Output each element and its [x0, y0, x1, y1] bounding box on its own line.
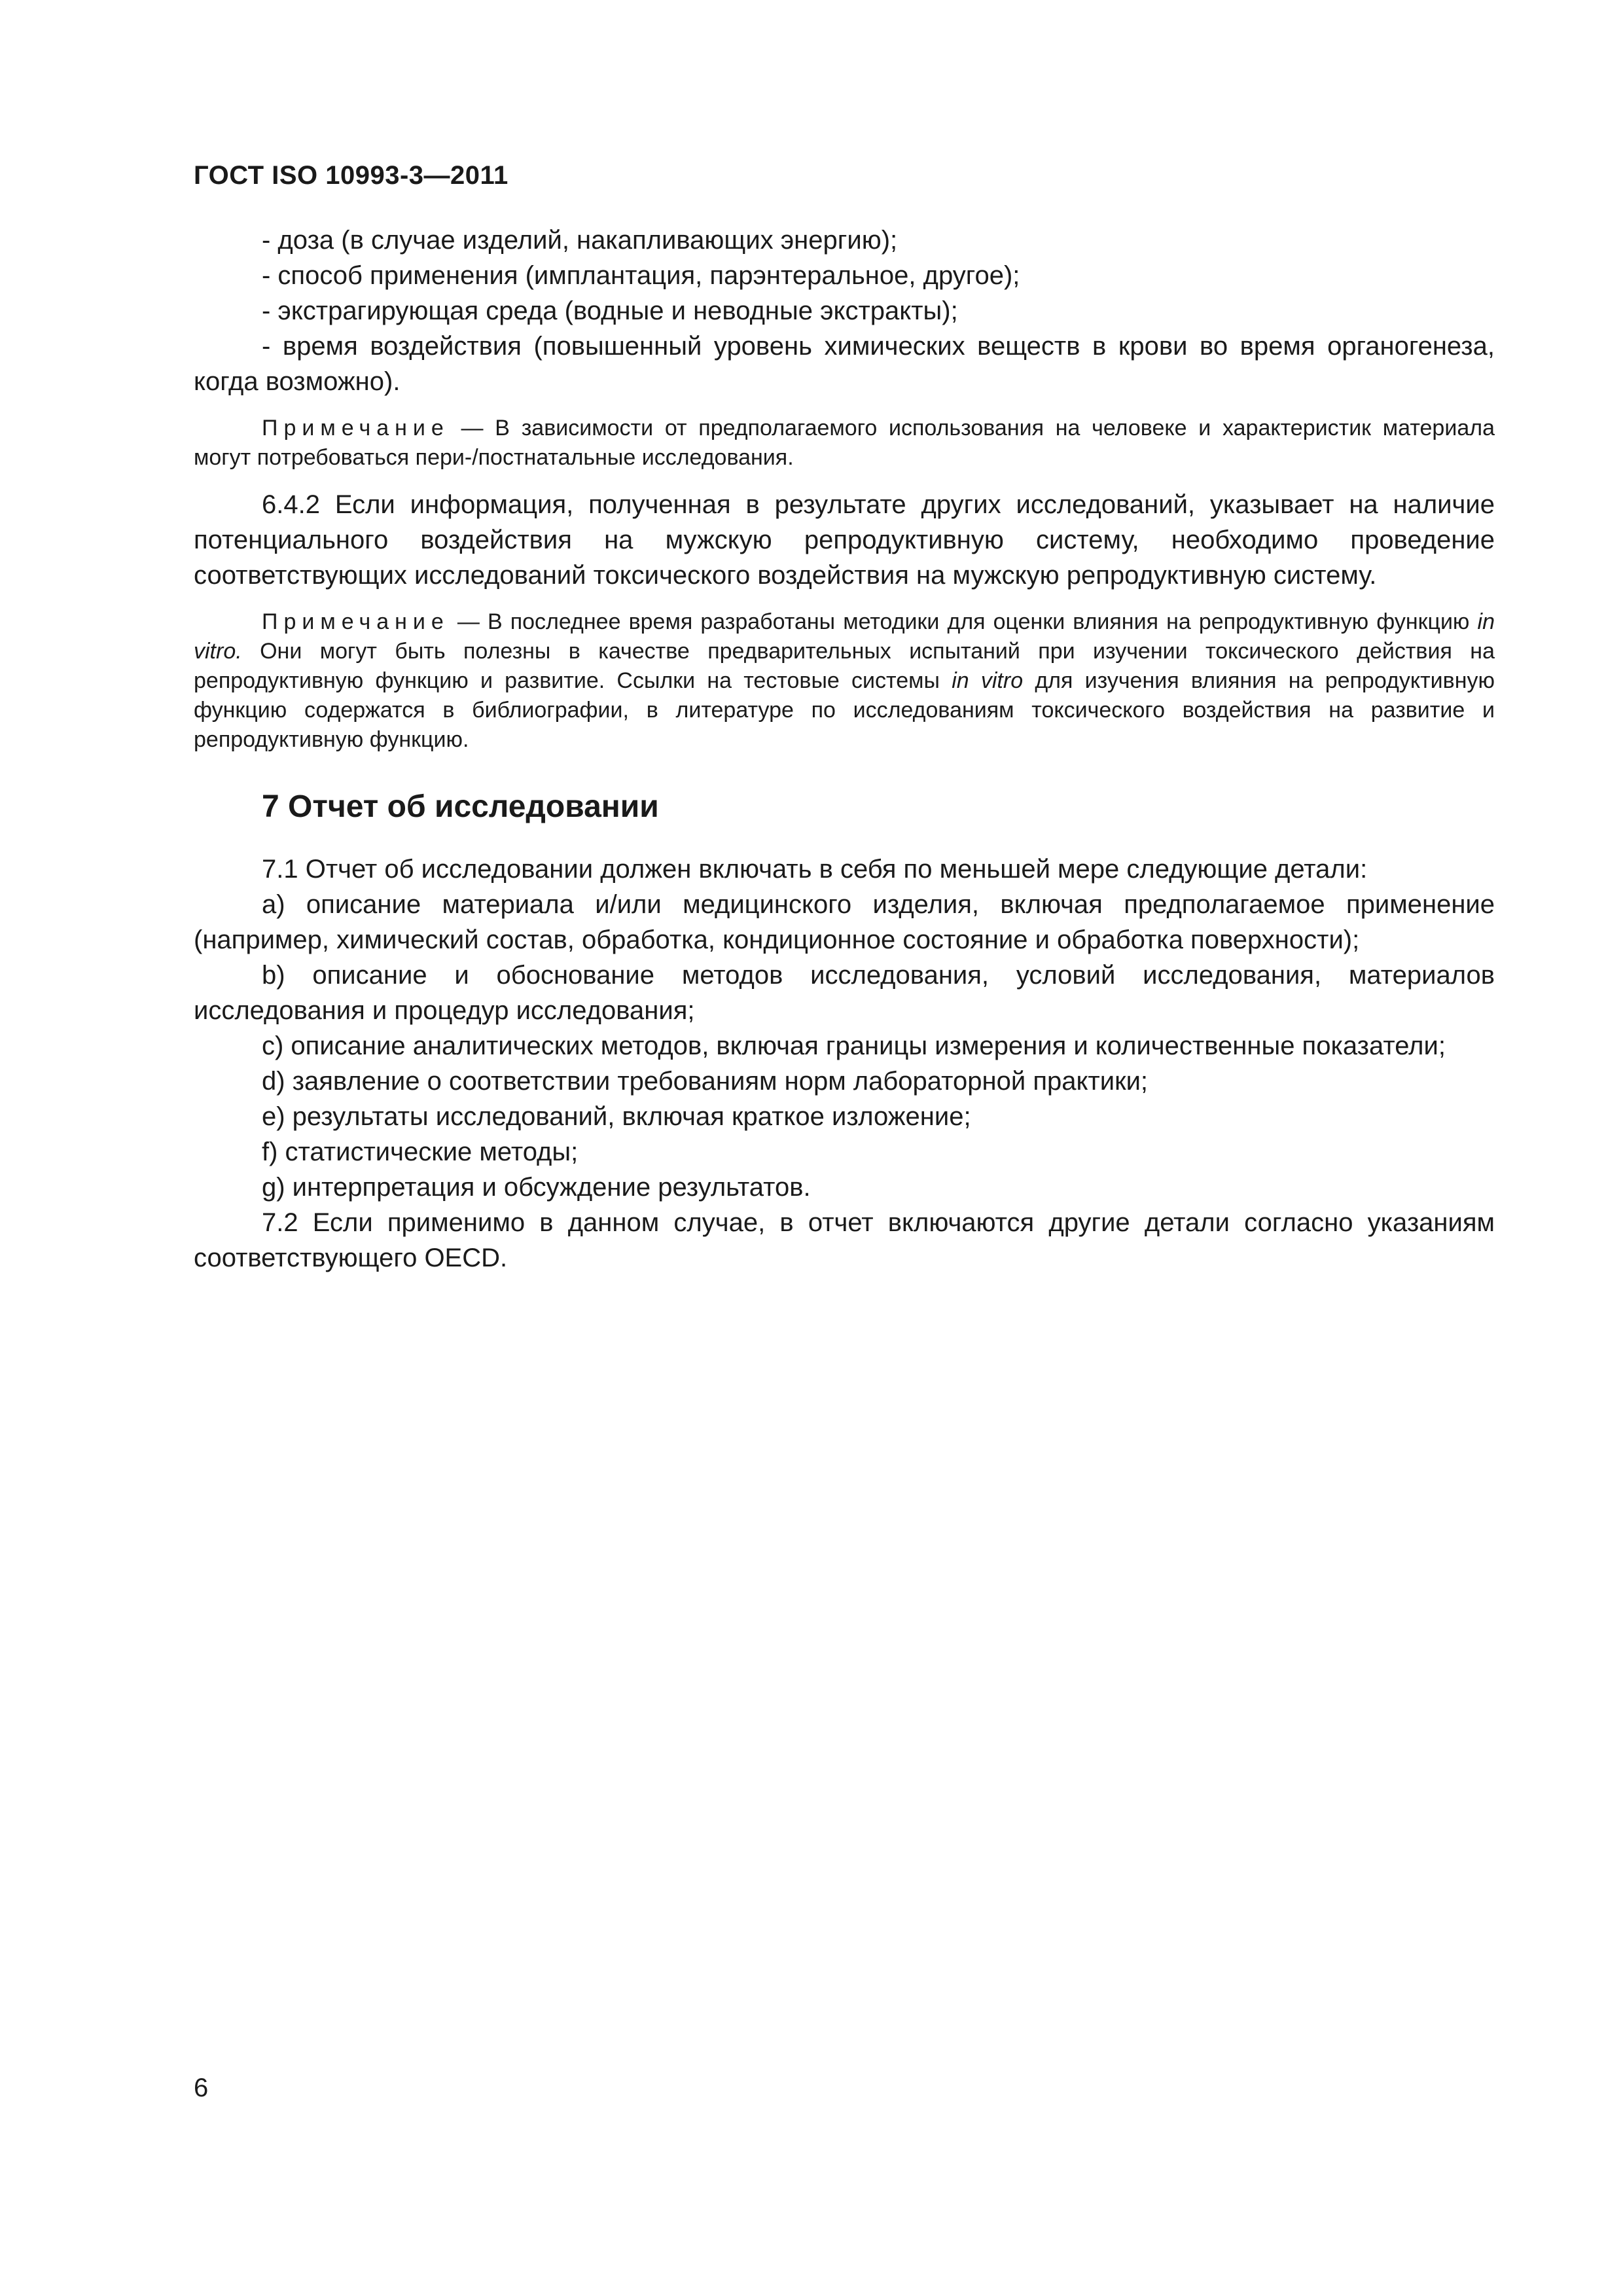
note-text: для изучения влияния на репродуктивную функцию содержатся в библиографии, в литературе по исследованиям токсического воздействия на развитие и репродуктивную функцию.	[194, 668, 1495, 752]
list-item: d) заявление о соответствии требованиям норм лабораторной практики;	[262, 1067, 1149, 1096]
list-item: f) статистические методы;	[262, 1138, 579, 1166]
page-number: 6	[194, 2073, 209, 2102]
list-item: - доза (в случае изделий, накапливающих энергию);	[262, 226, 898, 255]
list-item: - экстрагирующая среда (водные и неводные экстракты);	[262, 296, 958, 325]
document-header-code: ГОСТ ISO 10993-3—2011	[194, 161, 508, 190]
note-text: — В последнее время разработаны методики для оценки влияния на репродуктивную функцию	[449, 609, 1478, 634]
note-label: Примечание	[262, 609, 450, 634]
list-item: e) результаты исследований, включая краткое изложение;	[262, 1102, 971, 1131]
page-content	[194, 223, 1495, 1276]
list-item: a) описание материала и/или медицинского изделия, включая предполагаемое применение (например, химический состав, обработка, кондиционное состояние и обработка поверхности);	[194, 890, 1495, 954]
note-italic-term: in vitro	[952, 668, 1024, 693]
list-item: g) интерпретация и обсуждение результатов.	[262, 1173, 811, 1202]
list-item: - время воздействия (повышенный уровень химических веществ в крови во время органогенеза, когда возможно).	[194, 332, 1495, 396]
paragraph-6-4-2: 6.4.2 Если информация, полученная в результате других исследований, указывает на наличие потенциального воздействия на мужскую репродуктивную систему, необходимо проведение соответствующих исследований токсического воздействия на мужскую репродуктивную систему.	[194, 490, 1495, 590]
list-item: c) описание аналитических методов, включая границы измерения и количественные показатели;	[262, 1031, 1446, 1060]
list-item: - способ применения (имплантация, парэнтеральное, другое);	[262, 261, 1020, 290]
note-text: Они могут быть полезны в качестве предварительных испытаний при изучении токсического действия на репродуктивную функцию и развитие. Ссылки на тестовые системы	[194, 639, 1495, 693]
section-7-heading: 7 Отчет об исследовании	[262, 789, 659, 824]
note-label: Примечание	[262, 416, 450, 440]
list-item: b) описание и обоснование методов исследования, условий исследования, материалов исследования и процедур исследования;	[194, 961, 1495, 1025]
note-italic-term: in vitro.	[194, 609, 1495, 664]
paragraph-7-1: 7.1 Отчет об исследовании должен включать в себя по меньшей мере следующие детали:	[262, 855, 1368, 884]
paragraph-7-2: 7.2 Если применимо в данном случае, в отчет включаются другие детали согласно указаниям соответствующего OECD.	[194, 1208, 1495, 1272]
note-2	[194, 607, 1495, 755]
note-1	[194, 414, 1495, 473]
note-text: — В зависимости от предполагаемого использования на человеке и характеристик материала могут потребоваться пери-/постнатальные исследования.	[194, 416, 1495, 470]
